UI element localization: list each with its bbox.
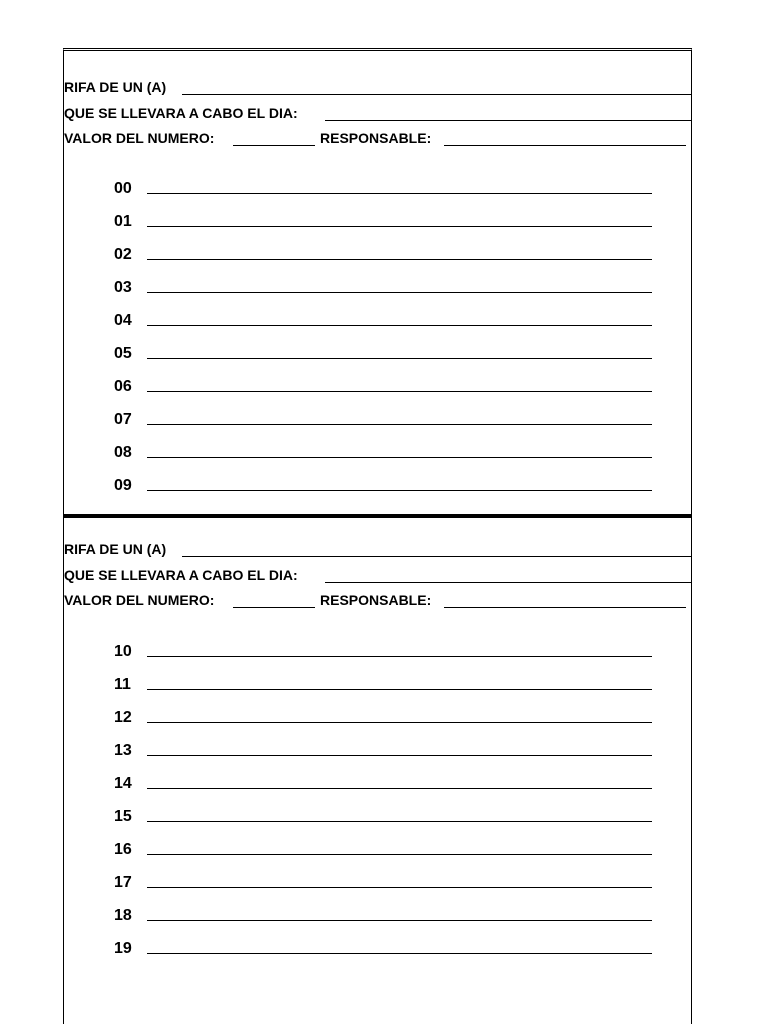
raffle-number: 14 [114, 775, 132, 792]
raffle-number: 08 [114, 444, 132, 461]
raffle-date-field[interactable] [325, 582, 691, 583]
name-line[interactable] [147, 755, 652, 756]
raffle-sheet-2 [63, 515, 692, 1024]
raffle-item-row [64, 77, 691, 97]
raffle-number: 11 [114, 676, 131, 693]
raffle-number: 00 [114, 180, 132, 197]
number-row [64, 175, 691, 208]
raffle-date-label: QUE SE LLEVARA A CABO EL DIA: [64, 567, 298, 583]
number-row [64, 869, 691, 902]
raffle-number: 13 [114, 742, 132, 759]
raffle-sheet-1 [63, 48, 692, 517]
name-line[interactable] [147, 259, 652, 260]
raffle-number: 02 [114, 246, 132, 263]
responsible-label: RESPONSABLE: [320, 592, 432, 608]
raffle-number: 06 [114, 378, 132, 395]
name-line[interactable] [147, 391, 652, 392]
raffle-item-label: RIFA DE UN (A) [64, 541, 167, 557]
name-line[interactable] [147, 920, 652, 921]
number-price-field[interactable] [233, 607, 315, 608]
raffle-price-row [64, 590, 691, 610]
number-row [64, 803, 691, 836]
number-row [64, 208, 691, 241]
number-row [64, 737, 691, 770]
number-row [64, 241, 691, 274]
raffle-number: 15 [114, 808, 132, 825]
raffle-number: 01 [114, 213, 132, 230]
responsible-label: RESPONSABLE: [320, 130, 432, 146]
raffle-number: 17 [114, 874, 132, 891]
name-line[interactable] [147, 722, 652, 723]
name-line[interactable] [147, 193, 652, 194]
raffle-number: 12 [114, 709, 132, 726]
name-line[interactable] [147, 854, 652, 855]
number-row [64, 340, 691, 373]
raffle-item-row [64, 539, 691, 559]
raffle-date-row [64, 103, 691, 123]
name-line[interactable] [147, 457, 652, 458]
name-line[interactable] [147, 358, 652, 359]
raffle-number: 19 [114, 940, 132, 957]
responsible-field[interactable] [444, 145, 686, 146]
name-line[interactable] [147, 689, 652, 690]
number-row [64, 406, 691, 439]
number-row [64, 671, 691, 704]
number-row [64, 274, 691, 307]
name-line[interactable] [147, 292, 652, 293]
raffle-number: 04 [114, 312, 132, 329]
name-line[interactable] [147, 424, 652, 425]
raffle-number: 16 [114, 841, 132, 858]
raffle-number: 09 [114, 477, 132, 494]
name-line[interactable] [147, 226, 652, 227]
number-price-label: VALOR DEL NUMERO: [64, 130, 215, 146]
name-line[interactable] [147, 887, 652, 888]
raffle-item-field[interactable] [182, 94, 691, 95]
name-line[interactable] [147, 821, 652, 822]
raffle-date-row [64, 565, 691, 585]
raffle-date-field[interactable] [325, 120, 691, 121]
number-row [64, 638, 691, 671]
raffle-item-field[interactable] [182, 556, 691, 557]
raffle-number: 10 [114, 643, 132, 660]
number-row [64, 373, 691, 406]
name-line[interactable] [147, 953, 652, 954]
number-price-label: VALOR DEL NUMERO: [64, 592, 215, 608]
name-line[interactable] [147, 788, 652, 789]
raffle-price-row [64, 128, 691, 148]
name-line[interactable] [147, 490, 652, 491]
responsible-field[interactable] [444, 607, 686, 608]
number-row [64, 902, 691, 935]
raffle-number: 03 [114, 279, 132, 296]
raffle-date-label: QUE SE LLEVARA A CABO EL DIA: [64, 105, 298, 121]
raffle-number: 18 [114, 907, 132, 924]
raffle-item-label: RIFA DE UN (A) [64, 79, 167, 95]
name-line[interactable] [147, 325, 652, 326]
number-row [64, 770, 691, 803]
raffle-number: 07 [114, 411, 132, 428]
name-line[interactable] [147, 656, 652, 657]
raffle-number: 05 [114, 345, 132, 362]
number-row [64, 472, 691, 505]
number-row [64, 439, 691, 472]
number-row [64, 704, 691, 737]
number-price-field[interactable] [233, 145, 315, 146]
number-row [64, 307, 691, 340]
number-row [64, 935, 691, 968]
number-row [64, 836, 691, 869]
